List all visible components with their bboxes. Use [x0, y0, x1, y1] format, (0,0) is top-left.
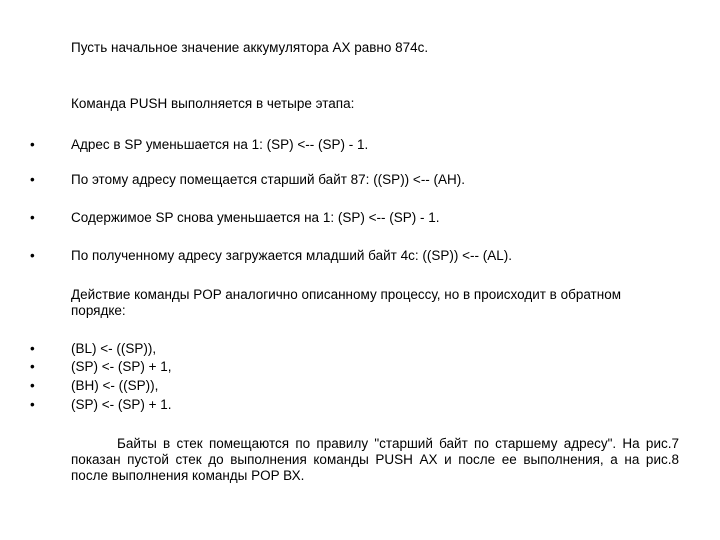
closing-paragraph: Байты в стек помещаются по правилу "старший байт по старшему адресу". На рис.7 показан пустой стек до выполнения команды PUSH АХ и после ее выполнения, а на рис.8 после выполнения команды POP ВХ. [71, 436, 679, 483]
push-step-3: Содержимое SP снова уменьшается на 1: (SP) <-- (SP) - 1. [71, 210, 440, 225]
pop-step-1: (BL) <- ((SP)), [71, 341, 157, 356]
bullet: • [30, 248, 35, 263]
pop-step-2: (SP) <- (SP) + 1, [71, 359, 172, 374]
push-step-1: Адрес в SP уменьшается на 1: (SP) <-- (SP) - 1. [71, 137, 369, 152]
bullet: • [30, 137, 35, 152]
bullet: • [30, 210, 35, 225]
bullet: • [30, 359, 35, 374]
pop-step-3: (BH) <- ((SP)), [71, 378, 159, 393]
push-step-2: По этому адресу помещается старший байт 87: ((SP)) <-- (АН). [71, 172, 466, 187]
intro-text: Пусть начальное значение аккумулятора АХ равно 874с. [71, 40, 429, 55]
pop-description: Действие команды POP аналогично описанному процессу, но в происходит в обратном порядке: [71, 287, 621, 318]
bullet: • [30, 341, 35, 356]
push-heading: Команда PUSH выполняется в четыре этапа: [71, 96, 355, 111]
push-step-4: По полученному адресу загружается младший байт 4с: ((SP)) <-- (AL). [71, 248, 512, 263]
pop-step-4: (SP) <- (SP) + 1. [71, 397, 172, 412]
bullet: • [30, 397, 35, 412]
bullet: • [30, 378, 35, 393]
bullet: • [30, 172, 35, 187]
